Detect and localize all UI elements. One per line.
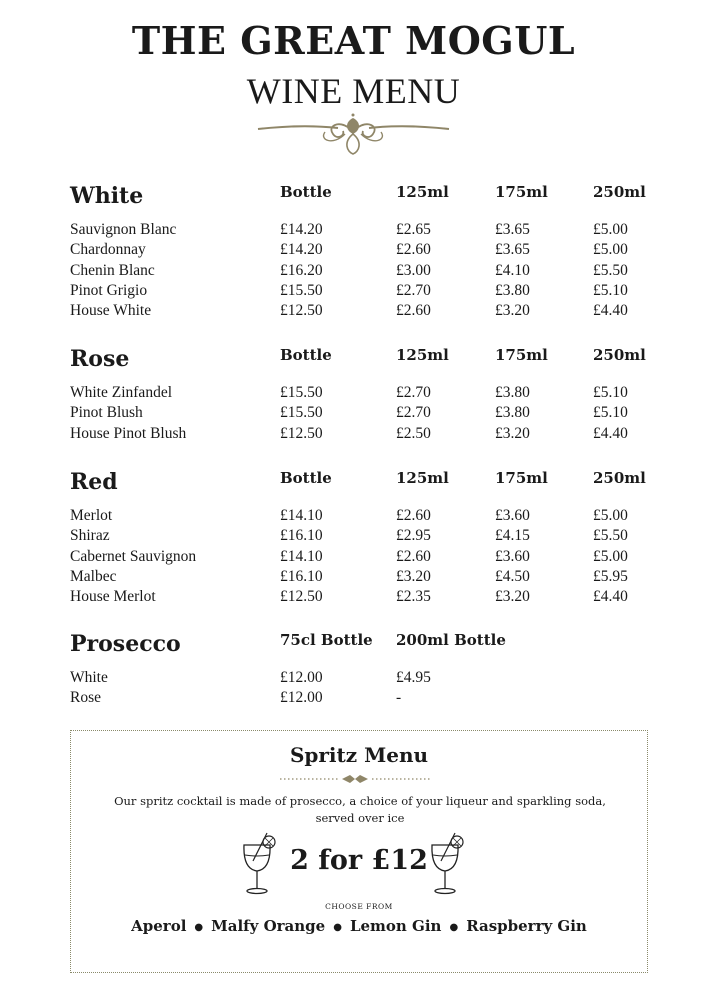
- section-header: [70, 346, 670, 376]
- column-header: 125ml: [396, 469, 449, 487]
- section-title: Prosecco: [70, 631, 181, 657]
- wine-name: Rose: [70, 689, 101, 707]
- spritz-description: Our spritz cocktail is made of prosecco, a choice of your liqueur and sparkling soda, served over ice: [114, 794, 606, 825]
- price: £3.20: [396, 567, 431, 585]
- column-header: 125ml: [396, 346, 449, 364]
- price: £14.10: [280, 547, 323, 565]
- price: £4.95: [396, 669, 431, 686]
- bullet-icon: ●: [449, 921, 459, 933]
- column-header: 175ml: [495, 183, 548, 201]
- price: £4.40: [593, 302, 628, 320]
- menu-row: [70, 507, 670, 527]
- price: £5.50: [593, 261, 628, 279]
- column-header: Bottle: [280, 346, 332, 364]
- wine-name: Shiraz: [70, 527, 110, 545]
- wine-name: Merlot: [70, 507, 113, 524]
- page-title: THE GREAT MOGUL: [131, 18, 576, 63]
- menu-row: [70, 548, 670, 568]
- section-header: [70, 183, 670, 213]
- menu-section: [70, 346, 670, 445]
- price: £4.40: [593, 588, 628, 606]
- price: £4.50: [495, 567, 530, 585]
- spritz-options: [71, 917, 647, 935]
- price: £14.20: [280, 221, 323, 238]
- price: £5.00: [593, 547, 628, 565]
- price: £2.70: [396, 281, 431, 299]
- price: £14.20: [280, 241, 323, 259]
- ornament-divider-icon: [253, 112, 454, 158]
- column-header: Bottle: [280, 183, 332, 201]
- choose-from-label: CHOOSE FROM: [325, 902, 393, 911]
- price: £15.50: [280, 281, 323, 299]
- menu-row: [70, 221, 670, 241]
- wine-name: Malbec: [70, 567, 117, 585]
- wine-name: Cabernet Sauvignon: [70, 547, 197, 565]
- spritz-option: Lemon Gin: [349, 917, 442, 935]
- column-header: 175ml: [495, 346, 548, 364]
- price: £2.60: [396, 547, 431, 565]
- menu-row: [70, 282, 670, 302]
- wine-name: House Pinot Blush: [70, 424, 187, 442]
- price: £5.10: [593, 384, 628, 401]
- price: £3.60: [495, 547, 530, 565]
- price: £12.00: [280, 669, 323, 686]
- price: £3.20: [495, 424, 530, 442]
- menu-row: [70, 527, 670, 547]
- section-title: White: [70, 183, 144, 209]
- price: £2.70: [396, 404, 431, 422]
- section-title: Rose: [70, 346, 130, 372]
- cocktail-glass-icon: [427, 831, 467, 897]
- price: £4.15: [495, 527, 530, 545]
- price: £5.00: [593, 241, 628, 259]
- column-header: 125ml: [396, 183, 449, 201]
- wine-name: Pinot Blush: [70, 404, 143, 422]
- price: £15.50: [280, 404, 323, 422]
- price: £5.10: [593, 281, 628, 299]
- price: £12.50: [280, 588, 323, 606]
- wine-name: Pinot Grigio: [70, 281, 148, 299]
- price: £5.50: [593, 527, 628, 545]
- price: £3.20: [495, 588, 530, 606]
- spritz-option: Raspberry Gin: [466, 917, 587, 935]
- price: £2.60: [396, 302, 431, 320]
- column-header: 175ml: [495, 469, 548, 487]
- price: £5.00: [593, 221, 628, 238]
- menu-row: [70, 404, 670, 424]
- menu-row: [70, 425, 670, 445]
- price: £5.95: [593, 567, 628, 585]
- spritz-title: Spritz Menu: [289, 743, 429, 767]
- price: -: [396, 689, 402, 707]
- wine-name: House Merlot: [70, 588, 156, 606]
- price: £3.00: [396, 261, 431, 279]
- menu-row: [70, 588, 670, 608]
- price: £2.35: [396, 588, 431, 606]
- dotted-divider-icon: [280, 773, 430, 785]
- price: £2.70: [396, 384, 431, 401]
- price: £3.20: [495, 302, 530, 320]
- price: £16.20: [280, 261, 323, 279]
- section-header: [70, 631, 670, 661]
- price: £3.80: [495, 404, 530, 422]
- wine-name: White: [70, 669, 108, 686]
- spritz-deal: 2 for £12: [290, 845, 428, 876]
- wine-name: White Zinfandel: [70, 384, 172, 401]
- price: £2.95: [396, 527, 431, 545]
- price: £3.65: [495, 241, 530, 259]
- menu-section: [70, 631, 670, 710]
- menu-row: [70, 384, 670, 404]
- wine-name: Chenin Blanc: [70, 261, 155, 279]
- price: £2.65: [396, 221, 431, 238]
- spritz-option: Aperol: [131, 917, 187, 935]
- menu-section: [70, 469, 670, 608]
- spritz-panel: [70, 730, 648, 973]
- section-header: [70, 469, 670, 499]
- section-title: Red: [70, 469, 118, 495]
- menu-section: [70, 183, 670, 322]
- menu-row: [70, 689, 670, 709]
- price: £5.00: [593, 507, 628, 524]
- menu-row: [70, 302, 670, 322]
- column-header: 250ml: [593, 183, 646, 201]
- page-subtitle: WINE MENU: [246, 71, 461, 111]
- price: £3.60: [495, 507, 530, 524]
- bullet-icon: ●: [333, 921, 342, 933]
- price: £3.80: [495, 281, 530, 299]
- price: £3.80: [495, 384, 530, 401]
- price: £2.60: [396, 241, 431, 259]
- spritz-option: Malfy Orange: [211, 917, 326, 935]
- bullet-icon: ●: [194, 921, 204, 933]
- price: £3.65: [495, 221, 530, 238]
- price: £2.60: [396, 507, 431, 524]
- price: £12.50: [280, 424, 323, 442]
- menu-row: [70, 241, 670, 261]
- price: £4.40: [593, 424, 628, 442]
- column-header: 250ml: [593, 469, 646, 487]
- price: £4.10: [495, 261, 530, 279]
- price: £15.50: [280, 384, 323, 401]
- column-header: 75cl Bottle: [280, 631, 373, 649]
- price: £16.10: [280, 567, 323, 585]
- price: £2.50: [396, 424, 431, 442]
- column-header: 250ml: [593, 346, 646, 364]
- wine-name: House White: [70, 302, 152, 320]
- price: £12.50: [280, 302, 323, 320]
- wine-name: Chardonnay: [70, 241, 146, 259]
- menu-row: [70, 568, 670, 588]
- wine-name: Sauvignon Blanc: [70, 221, 177, 238]
- column-header: 200ml Bottle: [396, 631, 506, 649]
- menu-row: [70, 669, 670, 689]
- price: £5.10: [593, 404, 628, 422]
- price: £12.00: [280, 689, 323, 707]
- menu-row: [70, 262, 670, 282]
- column-header: Bottle: [280, 469, 332, 487]
- price: £14.10: [280, 507, 323, 524]
- price: £16.10: [280, 527, 323, 545]
